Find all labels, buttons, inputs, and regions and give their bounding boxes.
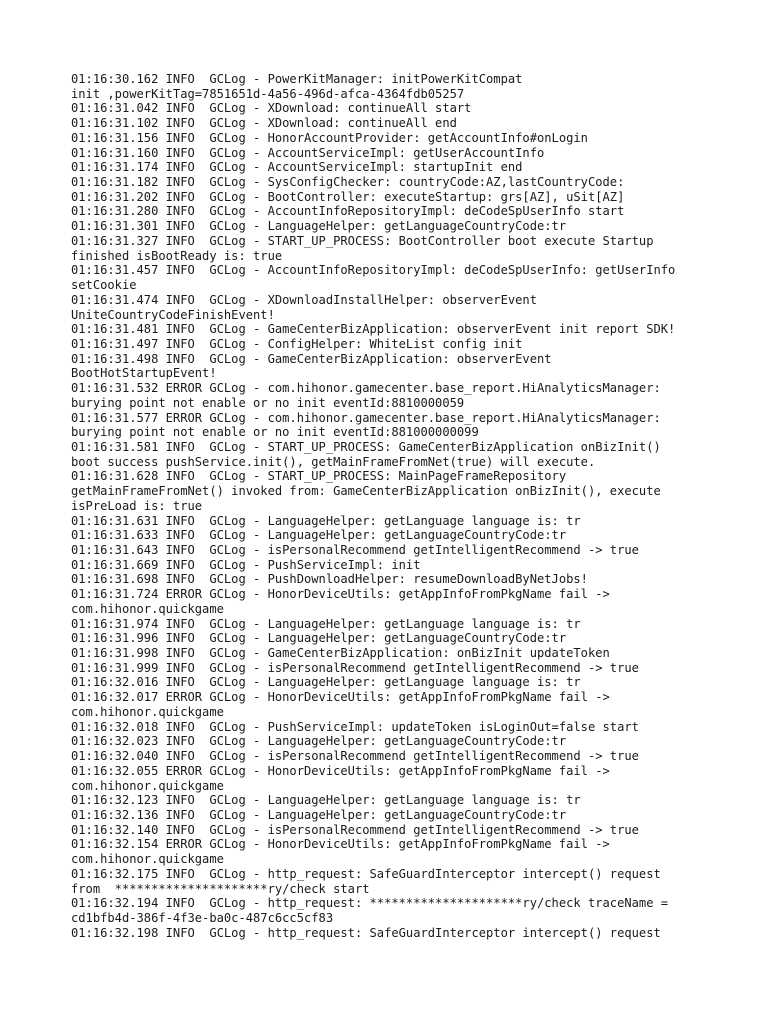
log-line: 01:16:32.055 ERROR GCLog - HonorDeviceUtils: getAppInfoFromPkgName fail ->	[71, 763, 610, 778]
log-line: com.hihonor.quickgame	[71, 601, 224, 616]
log-line: 01:16:31.999 INFO GCLog - isPersonalRecommend getIntelligentRecommend -> true	[71, 660, 639, 675]
log-line: 01:16:30.162 INFO GCLog - PowerKitManager: initPowerKitCompat	[71, 72, 523, 86]
log-line: 01:16:31.042 INFO GCLog - XDownload: continueAll start	[71, 101, 472, 116]
log-line: 01:16:31.698 INFO GCLog - PushDownloadHelper: resumeDownloadByNetJobs!	[71, 572, 588, 587]
log-line: 01:16:31.974 INFO GCLog - LanguageHelper: getLanguage language is: tr	[71, 616, 581, 631]
log-line: setCookie	[71, 278, 137, 293]
log-line: 01:16:31.160 INFO GCLog - AccountServiceImpl: getUserAccountInfo	[71, 145, 545, 160]
log-line: finished isBootReady is: true	[71, 248, 283, 263]
log-line: 01:16:31.457 INFO GCLog - AccountInfoRepositoryImpl: deCodeSpUserInfo: getUserInfo	[71, 263, 676, 278]
log-line: 01:16:31.581 INFO GCLog - START_UP_PROCESS: GameCenterBizApplication onBizInit()	[71, 439, 661, 454]
log-line: burying point not enable or no init eventId:8810000059	[71, 395, 465, 410]
log-line: 01:16:31.577 ERROR GCLog - com.hihonor.gamecenter.base_report.HiAnalyticsManager:	[71, 410, 661, 425]
log-line: 01:16:31.174 INFO GCLog - AccountServiceImpl: startupInit end	[71, 160, 523, 175]
log-line: 01:16:31.724 ERROR GCLog - HonorDeviceUtils: getAppInfoFromPkgName fail ->	[71, 587, 610, 602]
log-line: 01:16:32.140 INFO GCLog - isPersonalRecommend getIntelligentRecommend -> true	[71, 822, 639, 837]
log-line: 01:16:32.017 ERROR GCLog - HonorDeviceUtils: getAppInfoFromPkgName fail ->	[71, 690, 610, 705]
log-line: 01:16:31.497 INFO GCLog - ConfigHelper: WhiteList config init	[71, 336, 523, 351]
log-line: isPreLoad is: true	[71, 498, 203, 513]
log-line: init ,powerKitTag=7851651d-4a56-496d-afca-4364fdb05257	[71, 86, 465, 101]
log-line: 01:16:31.474 INFO GCLog - XDownloadInstallHelper: observerEvent	[71, 292, 537, 307]
log-line: 01:16:31.202 INFO GCLog - BootController: executeStartup: grs[AZ], uSit[AZ]	[71, 189, 625, 204]
log-line: 01:16:31.301 INFO GCLog - LanguageHelper: getLanguageCountryCode:tr	[71, 219, 567, 234]
log-line: 01:16:31.998 INFO GCLog - GameCenterBizApplication: onBizInit updateToken	[71, 646, 610, 661]
log-line: 01:16:32.018 INFO GCLog - PushServiceImpl: updateToken isLoginOut=false start	[71, 719, 639, 734]
log-line: 01:16:31.631 INFO GCLog - LanguageHelper: getLanguage language is: tr	[71, 513, 581, 528]
log-line: com.hihonor.quickgame	[71, 704, 224, 719]
log-line: 01:16:32.040 INFO GCLog - isPersonalRecommend getIntelligentRecommend -> true	[71, 749, 639, 764]
log-line: 01:16:32.198 INFO GCLog - http_request: SafeGuardInterceptor intercept() request	[71, 925, 661, 940]
log-line: 01:16:31.669 INFO GCLog - PushServiceImpl: init	[71, 557, 421, 572]
log-line: BootHotStartupEvent!	[71, 366, 217, 381]
log-line: UniteCountryCodeFinishEvent!	[71, 307, 275, 322]
log-line: 01:16:31.102 INFO GCLog - XDownload: continueAll end	[71, 116, 457, 131]
log-line: 01:16:32.194 INFO GCLog - http_request: *********************ry/check traceName =	[71, 896, 669, 911]
log-line: boot success pushService.init(), getMainFrameFromNet(true) will execute.	[71, 454, 596, 469]
log-line: 01:16:31.532 ERROR GCLog - com.hihonor.gamecenter.base_report.HiAnalyticsManager:	[71, 381, 661, 396]
log-text-block	[71, 72, 731, 940]
log-line: cd1bfb4d-386f-4f3e-ba0c-487c6cc5cf83	[71, 910, 334, 925]
log-line: 01:16:31.156 INFO GCLog - HonorAccountProvider: getAccountInfo#onLogin	[71, 130, 588, 145]
log-line: 01:16:31.628 INFO GCLog - START_UP_PROCESS: MainPageFrameRepository	[71, 469, 567, 484]
log-line: 01:16:31.182 INFO GCLog - SysConfigChecker: countryCode:AZ,lastCountryCode:	[71, 175, 625, 190]
log-line: 01:16:31.643 INFO GCLog - isPersonalRecommend getIntelligentRecommend -> true	[71, 543, 639, 557]
log-line: 01:16:32.123 INFO GCLog - LanguageHelper: getLanguage language is: tr	[71, 793, 581, 808]
log-line: burying point not enable or no init eventId:881000000099	[71, 425, 479, 440]
log-line: 01:16:32.175 INFO GCLog - http_request: SafeGuardInterceptor intercept() request	[71, 866, 661, 881]
log-line: 01:16:31.481 INFO GCLog - GameCenterBizApplication: observerEvent init report SDK!	[71, 322, 676, 337]
log-line: 01:16:32.023 INFO GCLog - LanguageHelper: getLanguageCountryCode:tr	[71, 734, 567, 749]
log-line: 01:16:31.327 INFO GCLog - START_UP_PROCESS: BootController boot execute Startup	[71, 233, 654, 248]
log-line: 01:16:32.136 INFO GCLog - LanguageHelper: getLanguageCountryCode:tr	[71, 807, 567, 822]
log-line: 01:16:31.280 INFO GCLog - AccountInfoRepositoryImpl: deCodeSpUserInfo start	[71, 204, 625, 219]
log-line: 01:16:31.633 INFO GCLog - LanguageHelper: getLanguageCountryCode:tr	[71, 528, 567, 543]
log-line: 01:16:31.996 INFO GCLog - LanguageHelper: getLanguageCountryCode:tr	[71, 631, 567, 646]
log-line: 01:16:32.016 INFO GCLog - LanguageHelper: getLanguage language is: tr	[71, 675, 581, 690]
log-line: 01:16:31.498 INFO GCLog - GameCenterBizApplication: observerEvent	[71, 351, 552, 366]
log-line: com.hihonor.quickgame	[71, 852, 224, 867]
log-line: getMainFrameFromNet() invoked from: GameCenterBizApplication onBizInit(), execute	[71, 484, 661, 499]
log-line: com.hihonor.quickgame	[71, 778, 224, 793]
log-line: from *********************ry/check start	[71, 881, 370, 896]
log-line: 01:16:32.154 ERROR GCLog - HonorDeviceUtils: getAppInfoFromPkgName fail ->	[71, 837, 610, 852]
